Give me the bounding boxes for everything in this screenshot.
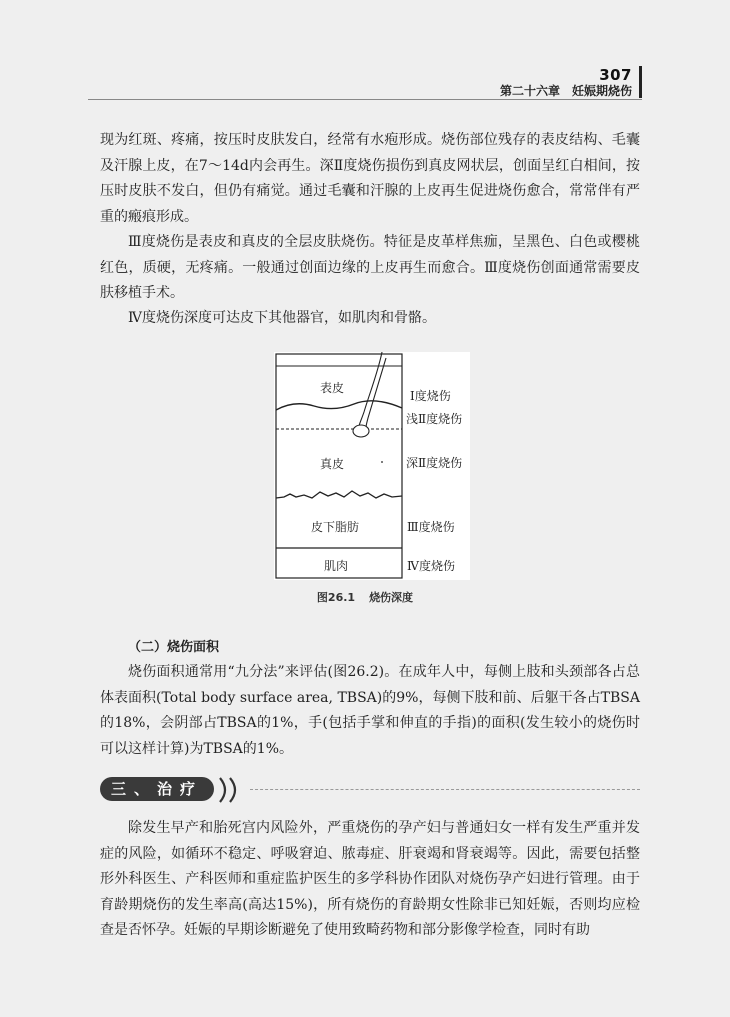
section-banner xyxy=(100,775,640,805)
header-vertical-bar xyxy=(639,66,642,98)
fourth-degree-label: Ⅳ度烧伤 xyxy=(407,559,455,573)
section-arc-decoration xyxy=(214,775,248,805)
third-degree-label: Ⅲ度烧伤 xyxy=(407,520,455,534)
figure-caption xyxy=(0,589,730,605)
header-rule xyxy=(88,99,642,100)
page-number: 307 xyxy=(599,66,632,84)
deep-second-degree-label: 深Ⅱ度烧伤 xyxy=(406,456,463,470)
section-title: 三、治疗 xyxy=(100,777,214,801)
chapter-title: 第二十六章 妊娠期烧伤 xyxy=(499,84,632,98)
paragraph-third-degree: Ⅲ度烧伤是表皮和真皮的全层皮肤烧伤。特征是皮革样焦痂，呈黑色、白色或樱桃红色，质硬，无疼痛。一般通过创面边缘的上皮再生而愈合。Ⅲ度烧伤创面通常需要皮肤移植手术。 xyxy=(100,234,640,301)
layer-subcutaneous-fat-label: 皮下脂肪 xyxy=(311,520,360,534)
layer-muscle-label: 肌肉 xyxy=(324,559,349,573)
layer-dermis-label: 真皮 xyxy=(320,457,345,471)
dermis-dot xyxy=(381,461,383,463)
burn-depth-figure xyxy=(274,352,470,580)
subheading-burn-area: （二）烧伤面积 xyxy=(128,640,220,655)
hair-follicle-bulb xyxy=(353,425,369,437)
layer-epidermis-label: 表皮 xyxy=(320,381,345,395)
figure-caption-title: 烧伤深度 xyxy=(369,591,414,604)
paragraph-fourth-degree: Ⅳ度烧伤深度可达皮下其他器官，如肌肉和骨骼。 xyxy=(128,310,436,326)
running-header xyxy=(88,66,642,100)
superficial-second-degree-label: 浅Ⅱ度烧伤 xyxy=(406,412,463,426)
first-degree-label: Ⅰ度烧伤 xyxy=(410,389,451,403)
section-dashed-rule xyxy=(250,789,640,790)
epidermis-boundary xyxy=(276,401,402,410)
paragraph-rule-of-nines: 烧伤面积通常用“九分法”来评估(图26.2)。在成年人中，每侧上肢和头颈部各占总体表面积(Total body surface area, TBSA)的9%，每侧下肢和前、后躯干各占TBSA的18%，会阴部占TBSA的1%，手(包括手掌和伸直的手指)的面积(发生较小的烧伤时可以这样计算)为TBSA的1%。 xyxy=(100,664,640,757)
hair-shaft-2 xyxy=(366,358,386,428)
dermis-boundary xyxy=(276,491,402,498)
hair-shaft xyxy=(359,352,382,426)
figure-caption-number: 图26.1 xyxy=(316,591,356,604)
paragraph-treatment: 除发生早产和胎死宫内风险外，严重烧伤的孕产妇与普通妇女一样有发生严重并发症的风险，如循环不稳定、呼吸窘迫、脓毒症、肝衰竭和肾衰竭等。因此，需要包括整形外科医生、产科医师和重症监护医生的多学科协作团队对烧伤孕产妇进行管理。由于育龄期烧伤的发生率高(高达15%)，所有烧伤的育龄期女性除非已知妊娠，否则均应检查是否怀孕。妊娠的早期诊断避免了使用致畸药物和部分影像学检查，同时有助 xyxy=(100,820,640,938)
paragraph-burn-degree-continued: 现为红斑、疼痛，按压时皮肤发白，经常有水疱形成。烧伤部位残存的表皮结构、毛囊及汗腺上皮，在7～14d内会再生。深Ⅱ度烧伤损伤到真皮网状层，创面呈红白相间，按压时皮肤不发白，但仍有痛觉。通过毛囊和汗腺的上皮再生促进烧伤愈合，常常伴有严重的瘢痕形成。 xyxy=(100,132,640,225)
